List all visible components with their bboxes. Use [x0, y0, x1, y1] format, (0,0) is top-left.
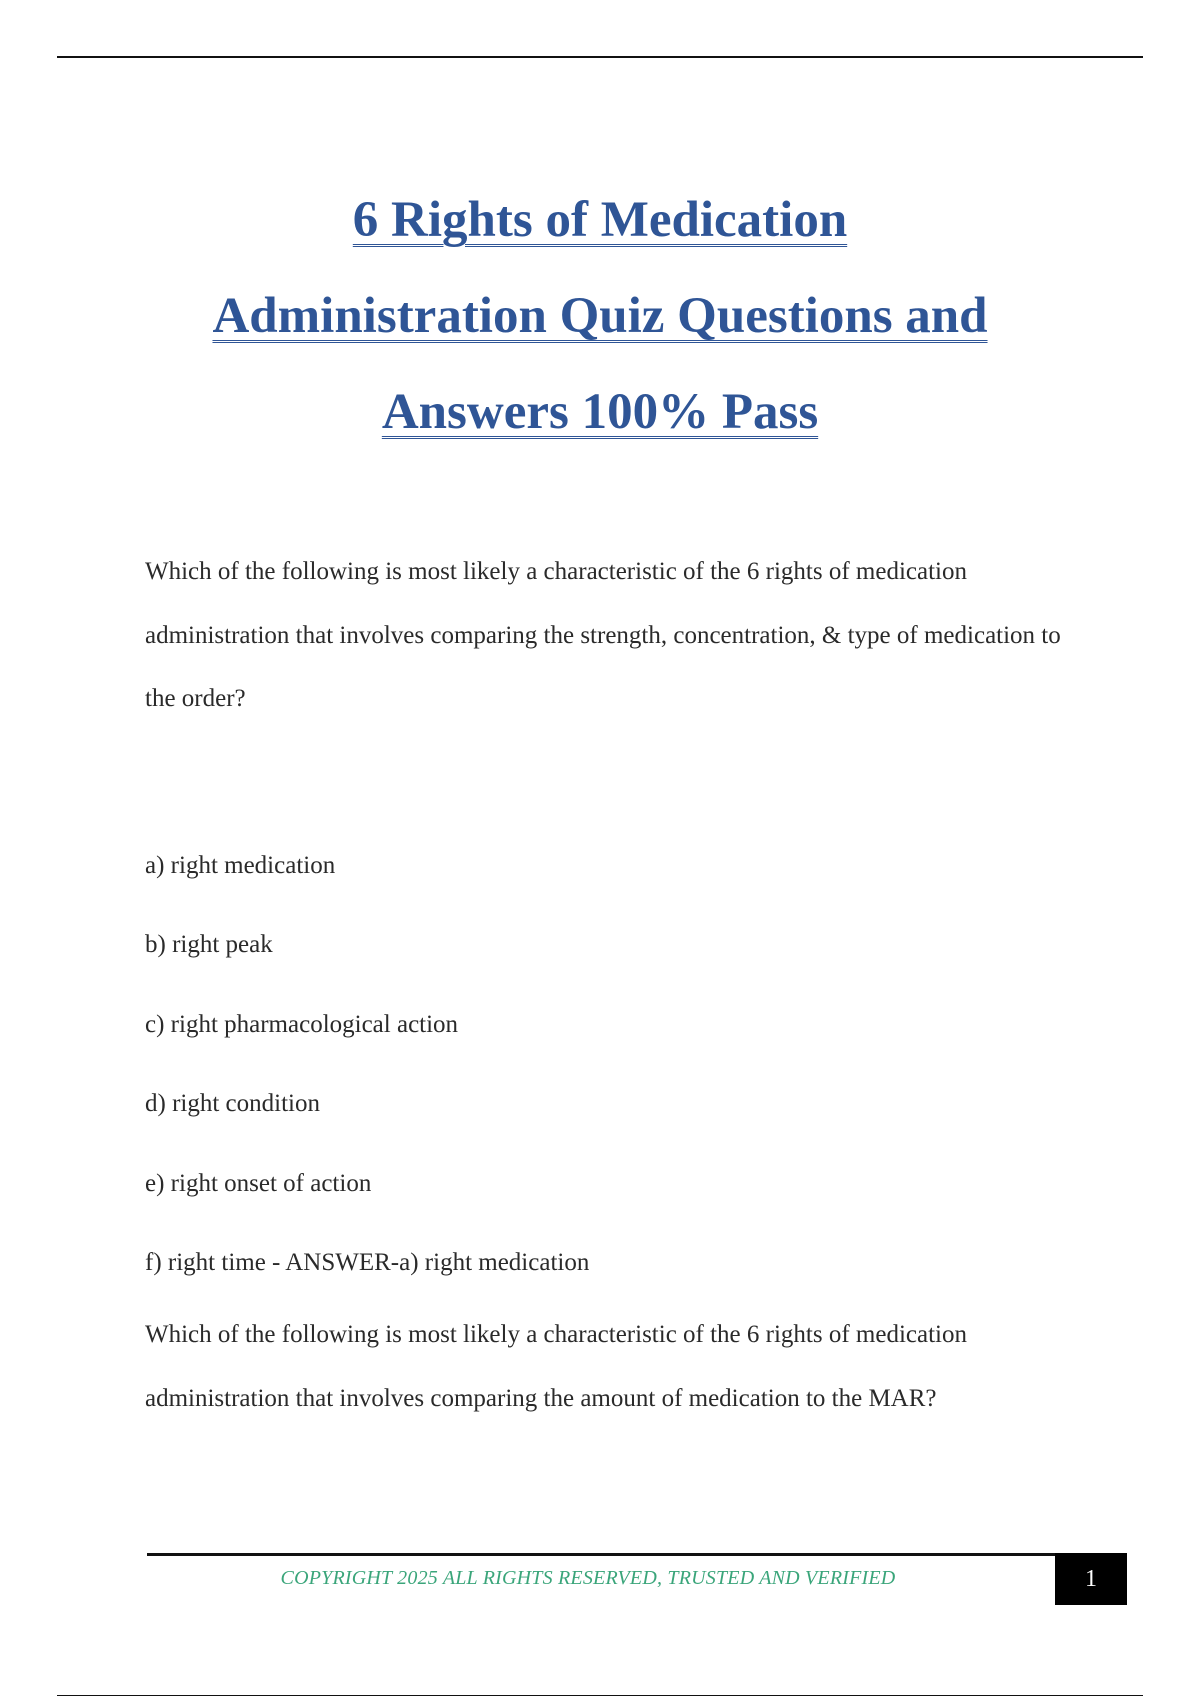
footer-rule — [147, 1553, 1127, 1556]
option-e: e) right onset of action — [145, 1169, 372, 1197]
quiz-content — [145, 540, 1065, 1431]
page-number: 1 — [1055, 1553, 1127, 1605]
title-line-2: Administration Quiz Questions and — [212, 288, 988, 344]
page-footer — [147, 1553, 1127, 1605]
question-spacer — [145, 731, 1065, 826]
top-rule — [57, 56, 1143, 58]
document-title — [120, 172, 1080, 460]
bottom-rule — [57, 1695, 1143, 1696]
option-d: d) right condition — [145, 1090, 320, 1117]
option-f-with-answer: f) right time - ANSWER-a) right medication — [145, 1249, 590, 1276]
option-c: c) right pharmacological action — [145, 1010, 459, 1038]
option-b: b) right peak — [145, 931, 273, 958]
option-a: a) right medication — [145, 851, 336, 879]
title-line-3: Answers 100% Pass — [381, 384, 819, 440]
question-1: Which of the following is most likely a characteristic of the 6 rights of medication administration that involves comparing the strength, concentration, & type of medication to the order? — [145, 558, 1061, 712]
title-line-1: 6 Rights of Medication — [352, 192, 848, 248]
copyright-notice: COPYRIGHT 2025 ALL RIGHTS RESERVED, TRUSTED AND VERIFIED — [280, 1567, 896, 1589]
question-2: Which of the following is most likely a characteristic of the 6 rights of medication administration that involves comparing the amount of medication to the MAR? — [145, 1320, 967, 1412]
